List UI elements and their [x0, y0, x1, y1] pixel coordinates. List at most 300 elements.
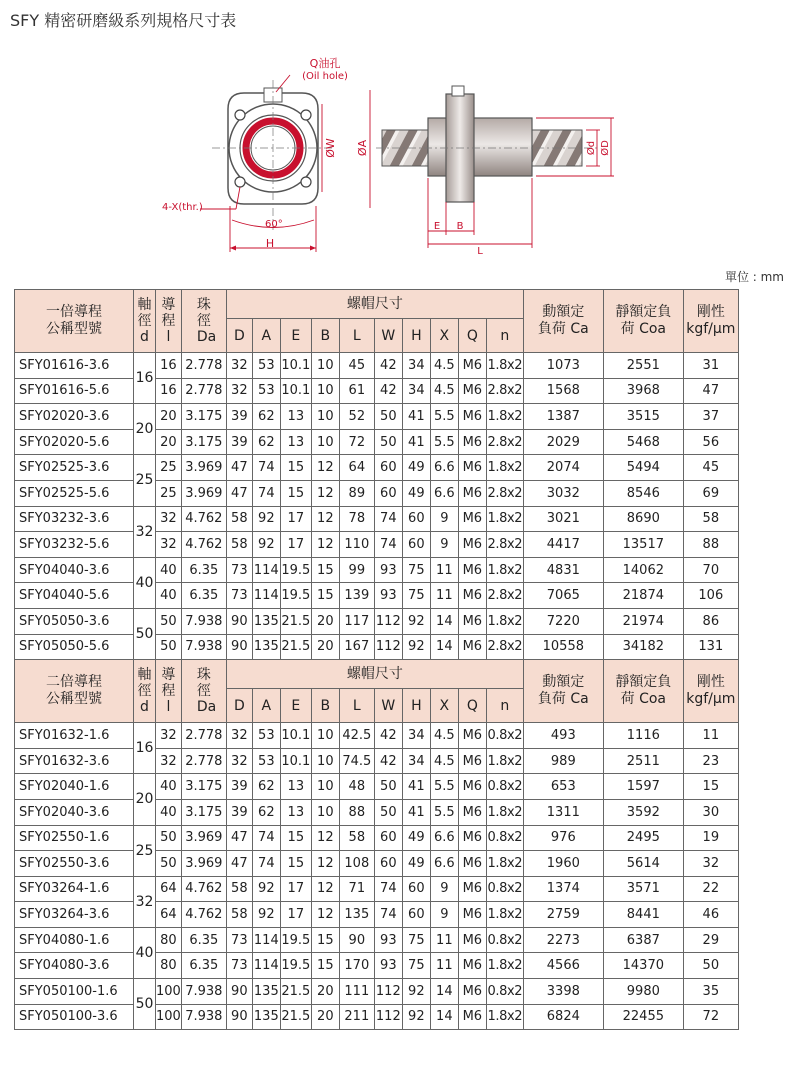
lead-cell: 40 — [156, 774, 182, 800]
dim-H-cell: 49 — [402, 825, 430, 851]
dynamic-load-cell: 1568 — [523, 378, 603, 404]
dim-D-cell: 58 — [226, 532, 252, 558]
dim-Q-cell: M6 — [458, 979, 486, 1005]
table-row — [15, 851, 739, 877]
static-load-cell: 21974 — [603, 608, 683, 634]
ball-dia-cell: 2.778 — [181, 723, 226, 749]
table-row — [15, 748, 739, 774]
header-line: 剛性 — [696, 303, 725, 320]
ball-dia-cell: 3.175 — [181, 799, 226, 825]
dim-Q-cell: M6 — [458, 583, 486, 609]
rigidity-cell: 50 — [683, 953, 738, 979]
dim-H-cell: 34 — [402, 748, 430, 774]
dim-header-e: E — [280, 689, 311, 723]
dim-n-cell: 2.8x2 — [486, 429, 523, 455]
dim-D-cell: 32 — [226, 723, 252, 749]
dim-A-cell: 135 — [252, 634, 280, 660]
dim-D-cell: 39 — [226, 774, 252, 800]
dim-A-cell: 62 — [252, 774, 280, 800]
rigidity-cell: 11 — [683, 723, 738, 749]
dim-D-cell: 58 — [226, 506, 252, 532]
header-line: kgf/μm — [686, 321, 736, 337]
dim-E-cell: 17 — [280, 506, 311, 532]
dim-W-cell: 50 — [374, 429, 402, 455]
static-load-cell: 8690 — [603, 506, 683, 532]
dim-l-label: L — [477, 246, 483, 257]
dim-X-cell: 6.6 — [430, 455, 458, 481]
dim-Q-cell: M6 — [458, 927, 486, 953]
dim-h-label: H — [265, 237, 275, 250]
dim-Q-cell: M6 — [458, 953, 486, 979]
header-char: Da — [196, 329, 217, 346]
dim-X-cell: 11 — [430, 953, 458, 979]
dim-Q-cell: M6 — [458, 774, 486, 800]
header-char: 珠 — [196, 296, 211, 313]
dynamic-load-cell: 1387 — [523, 404, 603, 430]
dim-E-cell: 17 — [280, 876, 311, 902]
static-load-header — [603, 290, 683, 353]
model-cell: SFY01632-1.6 — [15, 723, 134, 749]
model-cell: SFY02040-1.6 — [15, 774, 134, 800]
table-row — [15, 532, 739, 558]
table-row — [15, 774, 739, 800]
dim-n-cell: 1.8x2 — [486, 506, 523, 532]
table-row — [15, 608, 739, 634]
vertical-label — [196, 666, 217, 716]
header-line: 靜額定負 — [615, 303, 672, 320]
dim-X-cell: 6.6 — [430, 851, 458, 877]
model-cell: SFY050100-3.6 — [15, 1004, 134, 1030]
dim-X-cell: 9 — [430, 902, 458, 928]
dim-X-cell: 11 — [430, 557, 458, 583]
dim-H-cell: 60 — [402, 902, 430, 928]
header-char: Da — [196, 699, 217, 716]
dim-A-cell: 53 — [252, 378, 280, 404]
model-cell: SFY02020-3.6 — [15, 404, 134, 430]
ball-dia-cell: 3.969 — [181, 480, 226, 506]
dim-W-cell: 74 — [374, 876, 402, 902]
dim-B-cell: 20 — [311, 634, 339, 660]
header-char: 徑 — [196, 312, 211, 329]
dim-A-cell: 53 — [252, 353, 280, 379]
header-line: kgf/μm — [686, 691, 736, 708]
dim-A-cell: 74 — [252, 825, 280, 851]
dim-W-cell: 42 — [374, 353, 402, 379]
dim-e-label: E — [433, 221, 441, 232]
static-load-cell: 14062 — [603, 557, 683, 583]
lead-cell: 25 — [156, 480, 182, 506]
ball-dia-cell: 6.35 — [181, 953, 226, 979]
dim-L-cell: 71 — [339, 876, 374, 902]
static-load-cell: 9980 — [603, 979, 683, 1005]
dim-B-cell: 10 — [311, 378, 339, 404]
dim-B-cell: 15 — [311, 557, 339, 583]
ball-dia-cell: 2.778 — [181, 748, 226, 774]
dynamic-load-cell: 3032 — [523, 480, 603, 506]
lead-cell: 64 — [156, 876, 182, 902]
dim-L-cell: 110 — [339, 532, 374, 558]
dim-D-cell: 47 — [226, 480, 252, 506]
shaft-dia-cell: 25 — [134, 455, 156, 506]
dim-E-cell: 15 — [280, 480, 311, 506]
dim-Q-cell: M6 — [458, 723, 486, 749]
model-cell: SFY04040-5.6 — [15, 583, 134, 609]
dim-E-cell: 21.5 — [280, 979, 311, 1005]
dim-n-cell: 2.8x2 — [486, 378, 523, 404]
oil-hole-en-label: (Oil hole) — [302, 71, 348, 82]
page-title: SFY 精密研磨級系列規格尺寸表 — [10, 11, 237, 30]
dim-D-cell: 58 — [226, 876, 252, 902]
dim-n-cell: 1.8x2 — [486, 748, 523, 774]
vertical-label — [196, 296, 217, 346]
dim-W-cell: 74 — [374, 532, 402, 558]
ball-dia-cell: 4.762 — [181, 876, 226, 902]
dim-X-cell: 14 — [430, 979, 458, 1005]
dim-E-cell: 19.5 — [280, 557, 311, 583]
rigidity-cell: 46 — [683, 902, 738, 928]
model-cell: SFY02550-1.6 — [15, 825, 134, 851]
dim-header-n: n — [486, 689, 523, 723]
ball-dia-cell: 4.762 — [181, 902, 226, 928]
lead-cell: 40 — [156, 557, 182, 583]
model-cell: SFY02525-3.6 — [15, 455, 134, 481]
dim-X-cell: 4.5 — [430, 748, 458, 774]
header-char: 導 — [161, 296, 176, 313]
dim-header-n: n — [486, 319, 523, 353]
table-row — [15, 378, 739, 404]
dynamic-load-cell: 1311 — [523, 799, 603, 825]
dim-E-cell: 21.5 — [280, 1004, 311, 1030]
table-row — [15, 583, 739, 609]
table-row — [15, 723, 739, 749]
static-load-cell: 1597 — [603, 774, 683, 800]
dim-A-cell: 53 — [252, 723, 280, 749]
static-load-cell: 22455 — [603, 1004, 683, 1030]
shaft-dia-cell: 40 — [134, 927, 156, 978]
dim-B-cell: 20 — [311, 1004, 339, 1030]
dim-H-cell: 41 — [402, 404, 430, 430]
lead-cell: 16 — [156, 378, 182, 404]
rigidity-cell: 29 — [683, 927, 738, 953]
static-load-cell: 13517 — [603, 532, 683, 558]
lead-cell: 32 — [156, 532, 182, 558]
dim-b-label: B — [456, 221, 464, 232]
rigidity-cell: 35 — [683, 979, 738, 1005]
dim-W-cell: 74 — [374, 902, 402, 928]
dim-X-cell: 5.5 — [430, 404, 458, 430]
ball-dia-cell: 7.938 — [181, 608, 226, 634]
model-cell: SFY01632-3.6 — [15, 748, 134, 774]
dim-A-cell: 135 — [252, 1004, 280, 1030]
dim-H-cell: 92 — [402, 608, 430, 634]
dim-W-cell: 50 — [374, 404, 402, 430]
model-cell: SFY04080-3.6 — [15, 953, 134, 979]
shaft-dia-cell: 20 — [134, 404, 156, 455]
dim-H-cell: 60 — [402, 532, 430, 558]
static-load-cell: 6387 — [603, 927, 683, 953]
shaft-dia-cell: 16 — [134, 723, 156, 774]
ball-dia-cell: 3.969 — [181, 851, 226, 877]
spec-table — [14, 289, 739, 1030]
dim-B-cell: 12 — [311, 480, 339, 506]
dynamic-load-header — [523, 660, 603, 723]
header-char: l — [166, 329, 171, 346]
dynamic-load-header — [523, 290, 603, 353]
dim-E-cell: 21.5 — [280, 608, 311, 634]
dim-B-cell: 20 — [311, 979, 339, 1005]
dim-D-cell: 90 — [226, 608, 252, 634]
dim-X-cell: 14 — [430, 608, 458, 634]
dynamic-load-cell: 2273 — [523, 927, 603, 953]
dynamic-load-cell: 4831 — [523, 557, 603, 583]
model-cell: SFY03264-1.6 — [15, 876, 134, 902]
dim-W-cell: 42 — [374, 378, 402, 404]
table-row — [15, 404, 739, 430]
dim-W-cell: 112 — [374, 979, 402, 1005]
dim-E-cell: 15 — [280, 851, 311, 877]
table-row — [15, 353, 739, 379]
dim-A-cell: 74 — [252, 851, 280, 877]
rigidity-cell: 72 — [683, 1004, 738, 1030]
dim-E-cell: 19.5 — [280, 927, 311, 953]
dim-W-cell: 42 — [374, 723, 402, 749]
header-char: l — [166, 699, 171, 716]
dim-B-cell: 12 — [311, 506, 339, 532]
table-row — [15, 902, 739, 928]
ball-dia-header — [181, 660, 226, 723]
dim-n-cell: 1.8x2 — [486, 353, 523, 379]
dim-W-cell: 93 — [374, 927, 402, 953]
lead-cell: 50 — [156, 634, 182, 660]
dim-A-cell: 135 — [252, 979, 280, 1005]
lead-cell: 64 — [156, 902, 182, 928]
dim-Q-cell: M6 — [458, 378, 486, 404]
dim-header-w: W — [374, 319, 402, 353]
rigidity-cell: 58 — [683, 506, 738, 532]
dim-D-cell: 73 — [226, 927, 252, 953]
model-cell: SFY01616-5.6 — [15, 378, 134, 404]
dim-L-cell: 111 — [339, 979, 374, 1005]
lead-cell: 20 — [156, 404, 182, 430]
dim-A-cell: 74 — [252, 455, 280, 481]
model-cell: SFY03232-5.6 — [15, 532, 134, 558]
dim-D-cell: 39 — [226, 429, 252, 455]
header-line: 荷 Coa — [620, 691, 667, 708]
dim-Q-cell: M6 — [458, 825, 486, 851]
header-line: 公稱型號 — [46, 691, 102, 708]
table-row — [15, 825, 739, 851]
lead-cell: 50 — [156, 608, 182, 634]
dim-L-cell: 211 — [339, 1004, 374, 1030]
dim-X-cell: 11 — [430, 583, 458, 609]
dim-W-cell: 60 — [374, 455, 402, 481]
ball-screw-nut-diagram — [0, 30, 800, 270]
static-load-cell: 2551 — [603, 353, 683, 379]
dim-L-cell: 117 — [339, 608, 374, 634]
dim-H-cell: 41 — [402, 774, 430, 800]
lead-cell: 16 — [156, 353, 182, 379]
dim-Q-cell: M6 — [458, 608, 486, 634]
dim-n-cell: 1.8x2 — [486, 608, 523, 634]
dim-W-cell: 60 — [374, 851, 402, 877]
ball-dia-cell: 7.938 — [181, 979, 226, 1005]
dim-A-cell: 62 — [252, 799, 280, 825]
lead-header — [156, 660, 182, 723]
model-cell: SFY02525-5.6 — [15, 480, 134, 506]
dim-X-cell: 11 — [430, 927, 458, 953]
header-line: 二倍導程 — [46, 673, 102, 690]
dim-L-cell: 48 — [339, 774, 374, 800]
model-cell: SFY02040-3.6 — [15, 799, 134, 825]
header-char: 程 — [161, 312, 176, 329]
table-row — [15, 1004, 739, 1030]
model-cell: SFY05050-3.6 — [15, 608, 134, 634]
rigidity-cell: 69 — [683, 480, 738, 506]
lead-cell: 32 — [156, 506, 182, 532]
dim-D-cell: 47 — [226, 851, 252, 877]
dim-H-cell: 92 — [402, 634, 430, 660]
dim-header-b: B — [311, 319, 339, 353]
lead-cell: 40 — [156, 583, 182, 609]
dynamic-load-cell: 976 — [523, 825, 603, 851]
static-load-cell: 14370 — [603, 953, 683, 979]
dynamic-load-cell: 3398 — [523, 979, 603, 1005]
static-load-cell: 34182 — [603, 634, 683, 660]
ball-dia-cell: 7.938 — [181, 1004, 226, 1030]
dim-d-label: Ød — [586, 140, 597, 156]
dim-E-cell: 17 — [280, 532, 311, 558]
oil-hole-label: Q油孔 — [309, 57, 341, 70]
static-load-cell: 3571 — [603, 876, 683, 902]
static-load-cell: 1116 — [603, 723, 683, 749]
dim-D-cell: 39 — [226, 799, 252, 825]
dynamic-load-cell: 2029 — [523, 429, 603, 455]
dynamic-load-cell: 1374 — [523, 876, 603, 902]
dim-W-cell: 93 — [374, 583, 402, 609]
model-header — [15, 660, 134, 723]
dim-header-h: H — [402, 689, 430, 723]
dim-B-cell: 10 — [311, 353, 339, 379]
dim-H-cell: 75 — [402, 583, 430, 609]
dim-B-cell: 15 — [311, 953, 339, 979]
model-cell: SFY05050-5.6 — [15, 634, 134, 660]
table-row — [15, 953, 739, 979]
dim-E-cell: 10.1 — [280, 748, 311, 774]
dim-n-cell: 1.8x2 — [486, 455, 523, 481]
dynamic-load-cell: 493 — [523, 723, 603, 749]
header-row — [15, 660, 739, 689]
header-char: 徑 — [196, 683, 211, 700]
header-line: 荷 Coa — [620, 321, 667, 337]
dim-E-cell: 10.1 — [280, 723, 311, 749]
dim-E-cell: 13 — [280, 799, 311, 825]
model-header — [15, 290, 134, 353]
dim-n-cell: 1.8x2 — [486, 404, 523, 430]
dim-header-e: E — [280, 319, 311, 353]
header-char: 徑 — [137, 312, 152, 329]
dim-A-cell: 135 — [252, 608, 280, 634]
dim-B-cell: 10 — [311, 429, 339, 455]
dim-A-cell: 114 — [252, 557, 280, 583]
ball-dia-cell: 4.762 — [181, 506, 226, 532]
dim-H-cell: 49 — [402, 480, 430, 506]
dim-E-cell: 13 — [280, 774, 311, 800]
table-row — [15, 634, 739, 660]
ball-dia-cell: 3.969 — [181, 455, 226, 481]
dim-X-cell: 14 — [430, 634, 458, 660]
dim-header-a: A — [252, 319, 280, 353]
dim-L-cell: 52 — [339, 404, 374, 430]
header-char: d — [140, 699, 149, 716]
dim-A-cell: 92 — [252, 506, 280, 532]
lead-cell: 32 — [156, 723, 182, 749]
dim-E-cell: 10.1 — [280, 378, 311, 404]
dim-L-cell: 89 — [339, 480, 374, 506]
lead-cell: 100 — [156, 1004, 182, 1030]
table-row — [15, 506, 739, 532]
dim-H-cell: 75 — [402, 927, 430, 953]
dim-D-cell: 32 — [226, 378, 252, 404]
dim-E-cell: 15 — [280, 455, 311, 481]
header-char: 軸 — [137, 666, 152, 683]
dynamic-load-cell: 7220 — [523, 608, 603, 634]
dim-Q-cell: M6 — [458, 748, 486, 774]
dim-W-cell: 74 — [374, 506, 402, 532]
dim-B-cell: 15 — [311, 583, 339, 609]
dim-D-cell: 73 — [226, 557, 252, 583]
dim-A-cell: 62 — [252, 429, 280, 455]
rigidity-cell: 131 — [683, 634, 738, 660]
dim-n-cell: 1.8x2 — [486, 557, 523, 583]
header-char: 軸 — [137, 296, 152, 313]
static-load-cell: 5614 — [603, 851, 683, 877]
static-load-cell: 8441 — [603, 902, 683, 928]
nut-dims-header: 螺帽尺寸 — [226, 290, 523, 319]
holes-label: 4-X(thr.) — [162, 202, 203, 213]
dim-header-x: X — [430, 689, 458, 723]
dim-header-h: H — [402, 319, 430, 353]
dim-H-cell: 60 — [402, 876, 430, 902]
dim-X-cell: 4.5 — [430, 723, 458, 749]
dim-H-cell: 34 — [402, 378, 430, 404]
dim-W-cell: 50 — [374, 799, 402, 825]
dim-L-cell: 74.5 — [339, 748, 374, 774]
dim-Q-cell: M6 — [458, 557, 486, 583]
dynamic-load-cell: 989 — [523, 748, 603, 774]
lead-cell: 80 — [156, 953, 182, 979]
dim-W-cell: 112 — [374, 1004, 402, 1030]
dim-A-cell: 92 — [252, 876, 280, 902]
lead-cell: 20 — [156, 429, 182, 455]
dim-B-cell: 12 — [311, 455, 339, 481]
header-line: 靜額定負 — [615, 673, 672, 690]
dim-L-cell: 58 — [339, 825, 374, 851]
rigidity-cell: 88 — [683, 532, 738, 558]
static-load-cell: 5494 — [603, 455, 683, 481]
dim-A-cell: 114 — [252, 927, 280, 953]
vertical-label — [138, 297, 152, 345]
dim-n-cell: 2.8x2 — [486, 583, 523, 609]
header-line: 公稱型號 — [46, 321, 102, 337]
dim-D-cell: 32 — [226, 748, 252, 774]
rigidity-cell: 23 — [683, 748, 738, 774]
model-cell: SFY02020-5.6 — [15, 429, 134, 455]
lead-cell: 50 — [156, 825, 182, 851]
dim-a-label: ØA — [356, 139, 369, 157]
dim-Q-cell: M6 — [458, 429, 486, 455]
dim-B-cell: 15 — [311, 927, 339, 953]
dim-E-cell: 19.5 — [280, 583, 311, 609]
